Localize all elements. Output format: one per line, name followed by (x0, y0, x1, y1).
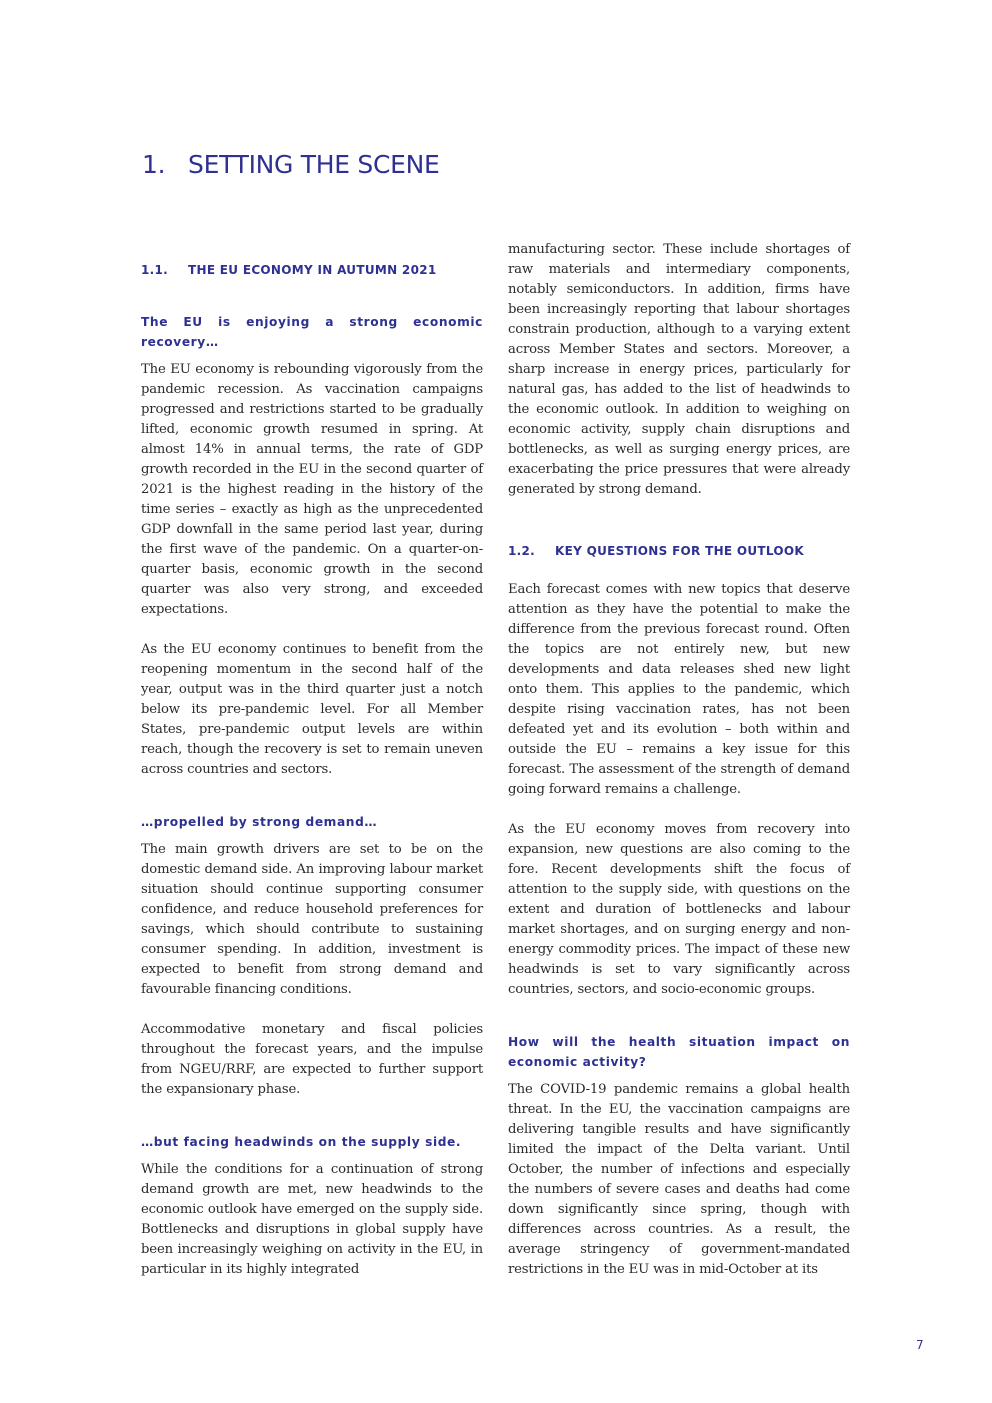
paragraph: While the conditions for a continuation of strong demand growth are met, new headwinds to the economic outlook have emerged on the supply side. Bottlenecks and disruptions in global supply have been increasingly weighing on activity in the EU, in particular in its highly integrated (141, 1162, 483, 1277)
paragraph: Each forecast comes with new topics that deserve attention as they have the potential to make the difference from the previous forecast round. Often the topics are not entirely new, but new developments and data releases shed new light onto them. This applies to the pandemic, which despite rising vaccination rates, has not been defeated yet and its evolution – both within and outside the EU – remains a key issue for this forecast. The assessment of the strength of demand going forward remains a challenge. (508, 582, 850, 797)
section-title: KEY QUESTIONS FOR THE OUTLOOK (555, 544, 805, 558)
page-title (142, 150, 440, 179)
paragraph: manufacturing sector. These include shortages of raw materials and intermediary components, notably semiconductors. In addition, firms have been increasingly reporting that labour shortages constrain production, although to a varying extent across Member States and sectors. Moreover, a sharp increase in energy prices, particularly for natural gas, has added to the list of headwinds to the economic outlook. In addition to weighing on economic activity, supply chain disruptions and bottlenecks, as well as surging energy prices, are exacerbating the price pressures that were already generated by strong demand. (508, 242, 850, 497)
chapter-number: 1. (142, 150, 166, 179)
section-number: 1.2. (508, 544, 536, 558)
paragraph: Accommodative monetary and fiscal policies throughout the forecast years, and the impulse from NGEU/RRF, are expected to further support the expansionary phase. (141, 1022, 483, 1097)
subheading-health-situation: How will the health situation impact on economic activity? (508, 1035, 850, 1069)
subheading-supply-headwinds: …but facing headwinds on the supply side. (141, 1135, 462, 1149)
paragraph: The EU economy is rebounding vigorously from the pandemic recession. As vaccination campaigns progressed and restrictions started to be gradually lifted, economic growth resumed in spring. At almost 14% in annual terms, the rate of GDP growth recorded in the EU in the second quarter of 2021 is the highest reading in the history of the time series – exactly as high as the unprecedented GDP downfall in the same period last year, during the first wave of the pandemic. On a quarter-on-quarter basis, economic growth in the second quarter was also very strong, and exceeded expectations. (141, 362, 483, 617)
paragraph: The COVID-19 pandemic remains a global health threat. In the EU, the vaccination campaigns are delivering tangible results and have significantly limited the impact of the Delta variant. Until October, the number of infections and especially the numbers of severe cases and deaths had come down significantly since spring, though with differences across countries. As a result, the average stringency of government-mandated restrictions in the EU was in mid-October at its (508, 1082, 850, 1277)
paragraph: As the EU economy continues to benefit from the reopening momentum in the second half of the year, output was in the third quarter just a notch below its pre-pandemic level. For all Member States, pre-pandemic output levels are within reach, though the recovery is set to remain uneven across countries and sectors. (141, 642, 483, 777)
paragraph: The main growth drivers are set to be on the domestic demand side. An improving labour market situation should continue supporting consumer confidence, and reduce household preferences for savings, which should contribute to sustaining consumer spending. In addition, investment is expected to benefit from strong demand and favourable financing conditions. (141, 842, 483, 997)
section-heading-1-2 (508, 544, 804, 558)
section-heading-1-1 (141, 263, 437, 277)
section-title: THE EU ECONOMY IN AUTUMN 2021 (188, 263, 437, 277)
subheading-strong-demand: …propelled by strong demand… (141, 815, 378, 829)
chapter-title: SETTING THE SCENE (188, 150, 440, 179)
subheading-strong-recovery: The EU is enjoying a strong economic recovery… (141, 315, 483, 349)
paragraph: As the EU economy moves from recovery into expansion, new questions are also coming to the fore. Recent developments shift the focus of attention to the supply side, with questions on the extent and duration of bottlenecks and labour market shortages, and on surging energy and non-energy commodity prices. The impact of these new headwinds is set to vary significantly across countries, sectors, and socio-economic groups. (508, 822, 850, 997)
section-number: 1.1. (141, 263, 169, 277)
page-number: 7 (916, 1338, 924, 1352)
